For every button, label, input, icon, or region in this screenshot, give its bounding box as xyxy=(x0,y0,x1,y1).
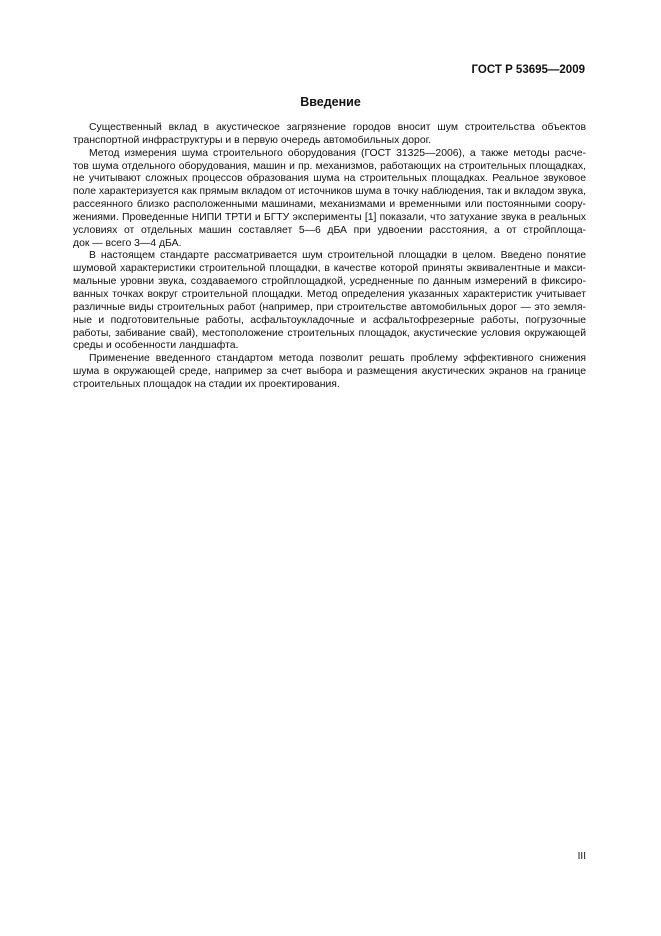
document-body xyxy=(73,122,586,392)
document-id-header: ГОСТ Р 53695—2009 xyxy=(471,64,585,76)
text-line: шумовой характеристики строительной площадки, в качестве которой приняты эквивалентные и макси- xyxy=(73,263,586,275)
text-line: работы, забивание свай), местоположение строительных площадок, акустические условия окружающей xyxy=(73,327,586,339)
text-line: Существенный вклад в акустическое загрязнение городов вносит шум строительства объектов xyxy=(89,122,586,133)
text-line: В настоящем стандарте рассматривается шум строительной площадки в целом. Введено понятие xyxy=(89,250,586,262)
text-line: мальные уровни звука, создаваемого стройплощадкой, усредненные по данным измерений в фиксиро- xyxy=(73,276,586,288)
text-line: Метод измерения шума строительного оборудования (ГОСТ 31325—2006), а также методы расче- xyxy=(89,147,586,159)
text-line: ные и подготовительные работы, асфальтоукладочные и асфальтофрезерные работы, погрузочные xyxy=(73,314,586,326)
paragraph xyxy=(73,148,586,251)
section-title: Введение xyxy=(300,95,361,109)
text-line: жениями. Проведенные НИПИ ТРТИ и БГТУ эксперименты [1] показали, что затухание звука в реальных xyxy=(73,211,586,223)
text-line: Применение введенного стандартом метода позволит решать проблему эффективного снижения xyxy=(89,353,586,365)
text-line: различные виды строительных работ (например, при строительстве автомобильных дорог — это земля- xyxy=(73,301,586,313)
paragraph xyxy=(73,250,586,353)
text-line: ванных точках вокруг строительной площадки. Метод определения указанных характеристик учитывает xyxy=(73,288,586,300)
text-line: поле характеризуется как прямым вкладом от источников шума в точку наблюдения, так и вкладом звука, xyxy=(73,186,586,198)
text-line: условиях от отдельных машин составляет 5—6 дБА при удвоении расстояния, а от стройплоща- xyxy=(73,224,586,236)
text-line: строительных площадок на стадии их проектирования. xyxy=(73,378,340,390)
text-line: среды и особенности ландшафта. xyxy=(73,340,239,352)
paragraph xyxy=(73,122,586,148)
page-number: III xyxy=(577,851,586,862)
text-line: тов шума отдельного оборудования, машин и пр. механизмов, работающих на строительных площадках, xyxy=(73,160,586,172)
text-line: не учитывают сложных процессов образования шума на строительных площадках. Реальное звуковое xyxy=(73,173,586,185)
paragraph xyxy=(73,353,586,392)
text-line: док — всего 3—4 дБА. xyxy=(73,237,182,249)
text-line: транспортной инфраструктуры и в первую очередь автомобильных дорог. xyxy=(73,134,432,146)
text-line: шума в окружающей среде, например за счет выбора и размещения акустических экранов на границе xyxy=(73,366,586,378)
text-line: рассеянного близко расположенными машинами, механизмами и временными или постоянными соору- xyxy=(73,199,586,211)
